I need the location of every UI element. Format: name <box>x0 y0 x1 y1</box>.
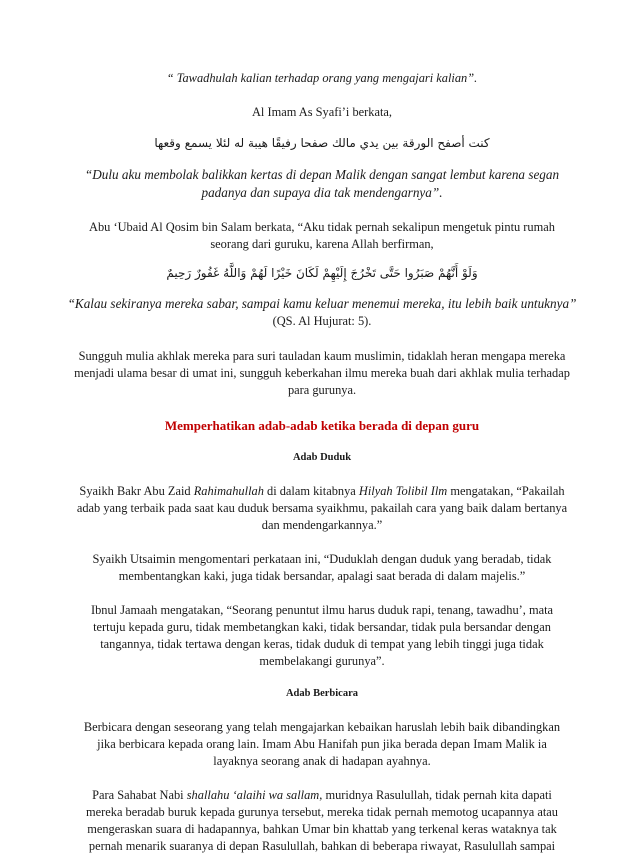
opening-quote: “ Tawadhulah kalian terhadap orang yang mengajari kalian”. <box>166 71 478 85</box>
p13-text-b: shallahu ‘alaihi wa sallam <box>186 788 320 802</box>
ibnul-jamaah-paragraph: Ibnul Jamaah mengatakan, “Seorang penuntut ilmu harus duduk rapi, tenang, tawadhu’, mata tertuju kepada guru, tidak membetangkan kaki, tidak bersandar, tidak pula bersandar dengan tangannya, tidak tertawa dengan keras, tidak duduk di tempat yang lebih tinggi juga tidak membelakangi gurunya”. <box>90 603 554 668</box>
p9-text-e: mengatakan, “Pakailah adab yang terbaik pada saat kau duduk bersama syaikhmu, pakailah cara yang baik dalam bertanya dan mendengarkannya.” <box>76 484 568 532</box>
berbicara-paragraph: Berbicara dengan seseorang yang telah mengajarkan kebaikan haruslah lebih baik dibandingkan jika berbicara kepada orang lain. Imam Abu Hanifah pun jika berada depan Imam Malik ia layaknya seorang anak di hadapan ayahnya. <box>83 720 561 768</box>
subheading-adab-duduk: Adab Duduk <box>292 452 352 463</box>
document-page <box>67 70 577 855</box>
p13-text-c: , muridnya Rasulullah, tidak pernah kita dapati mereka beradab buruk kepada gurunya tersebut, mereka tidak pernah memotog ucapannya atau mengeraskan suara di hadapannya, bahkan Umar bin khattab yang terkenal keras wataknya tak pernah menarik suaranya di depan Rasulullah, bahkan di beberapa riwayat, Rasulullah sampai <box>85 788 559 853</box>
translation-malik: “Dulu aku membolak balikkan kertas di depan Malik dengan sangat lembut karena segan padanya dan supaya dia tak mendengarnya”. <box>84 167 560 200</box>
utsaimin-paragraph: Syaikh Utsaimin mengomentari perkataan ini, “Duduklah dengan duduk yang beradab, tidak membentangkan kaki, juga tidak bersandar, apalagi saat berada di dalam majelis.” <box>92 552 552 583</box>
p9-text-d: Hilyah Tolibil Ilm <box>358 484 448 498</box>
sahabat-paragraph <box>74 787 570 855</box>
p9-text-c: di dalam kitabnya <box>263 484 359 498</box>
verse-translation: “Kalau sekiranya mereka sabar, sampai kamu keluar menemui mereka, itu lebih baik untuknya” <box>67 296 577 311</box>
subheading-adab-berbicara: Adab Berbicara <box>285 688 359 699</box>
akhlak-paragraph: Sungguh mulia akhlak mereka para suri tauladan kaum muslimin, tidaklah heran mengapa mereka menjadi ulama besar di umat ini, sungguh keberkahan ilmu mereka buah dari akhlak mulia terhadap para gurunya. <box>74 349 570 397</box>
arabic-verse: وَلَوْ أَنَّهُمْ صَبَرُوا حَتَّى تَخْرُجَ إِلَيْهِمْ لَكَانَ خَيْرًا لَهُمْ وَاللَّهُ غَفُورٌ رَحِيمٌ <box>166 266 478 280</box>
verse-reference: (QS. Al Hujurat: 5). <box>272 314 372 328</box>
p9-text-b: Rahimahullah <box>193 484 264 498</box>
abu-ubaid-paragraph: Abu ‘Ubaid Al Qosim bin Salam berkata, “Aku tidak pernah sekalipun mengetuk pintu rumah seorang dari guruku, karena Allah berfirman, <box>89 220 555 251</box>
section-heading: Memperhatikan adab-adab ketika berada di depan guru <box>164 418 480 433</box>
syafii-intro: Al Imam As Syafi’i berkata, <box>251 105 393 119</box>
p13-text-a: Para Sahabat Nabi <box>92 788 187 802</box>
bakr-abu-zaid-paragraph <box>74 483 570 534</box>
p9-text-a: Syaikh Bakr Abu Zaid <box>79 484 194 498</box>
arabic-quote-malik: كنت أصفح الورقة بين يدي مالك صفحا رفيقًا هيبة له لئلا يسمع وقعها <box>154 136 490 150</box>
